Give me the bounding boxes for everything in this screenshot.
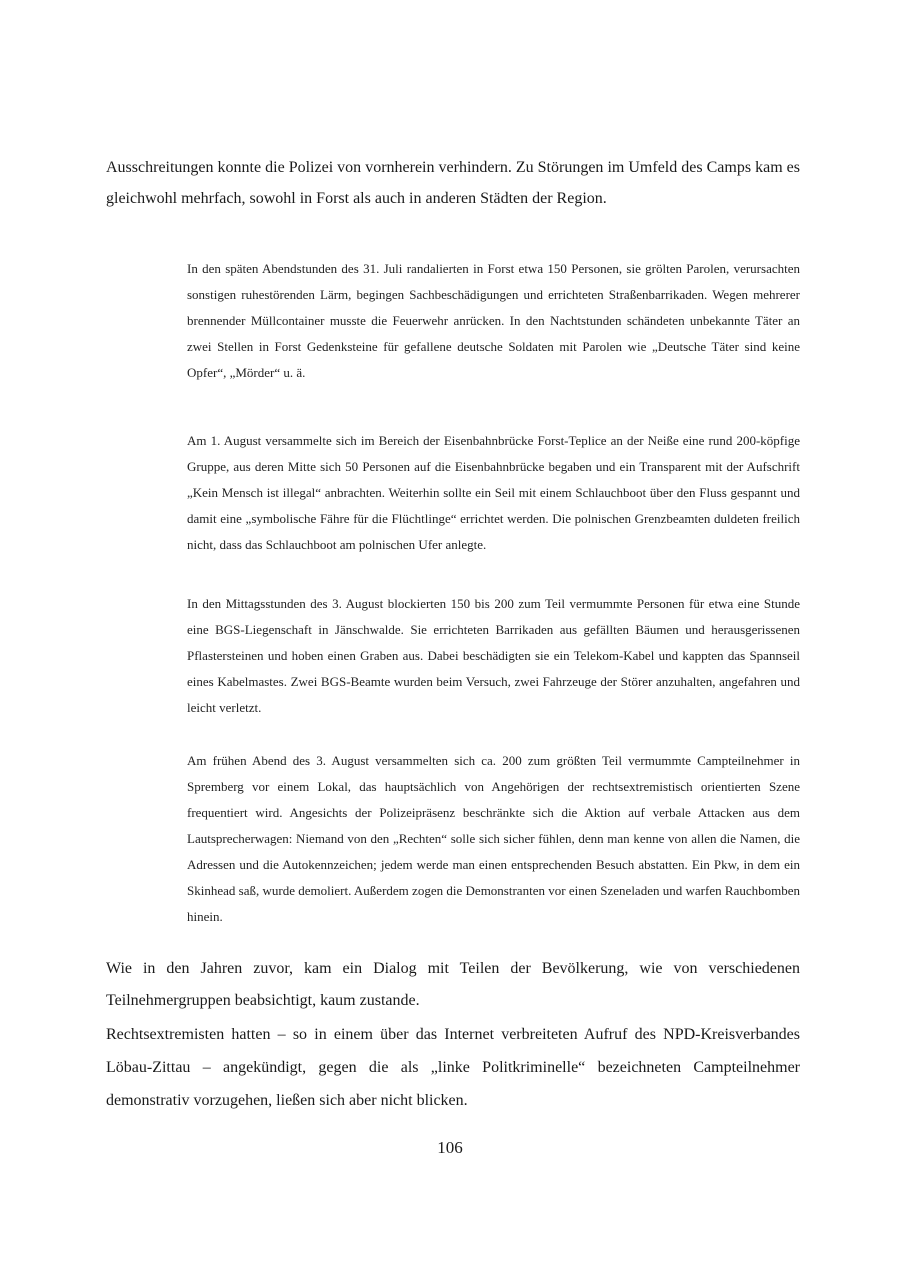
- paragraph-dialog: Wie in den Jahren zuvor, kam ein Dialog mit Teilen der Bevölkerung, wie von verschiedenen Teilnehmergruppen beabsichtigt, kaum zustande.: [106, 960, 800, 1009]
- paragraph-right-wing: Rechtsextremisten hatten – so in einem über das Internet verbreiteten Aufruf des NPD-Kreisverbandes Löbau-Zittau – angekündigt, gegen die als „linke Politkriminelle“ bezeichneten Campteilnehmer demonstrativ vorzugehen, ließen sich aber nicht blicken.: [106, 1026, 800, 1109]
- quote-paragraph-3-august-evening: Am frühen Abend des 3. August versammelten sich ca. 200 zum größten Teil vermummte Campteilnehmer in Spremberg vor einem Lokal, das hauptsächlich von Angehörigen der rechtsextremistisch orientierten Szene frequentiert wird. Angesichts der Polizeipräsenz beschränkte sich die Aktion auf verbale Attacken aus dem Lautsprecherwagen: Niemand von den „Rechten“ solle sich sicher fühlen, denn man kenne von allen die Namen, die Adressen und die Autokennzeichen; jedem werde man einen entsprechenden Besuch abstatten. Ein Pkw, in dem ein Skinhead saß, wurde demoliert. Außerdem zogen die Demonstranten vor einen Szeneladen und warfen Rauchbomben hinein.: [187, 753, 800, 924]
- page-number: 106: [437, 1138, 463, 1157]
- paragraph-intro: Ausschreitungen konnte die Polizei von vornherein verhindern. Zu Störungen im Umfeld des Camps kam es gleichwohl mehrfach, sowohl in Forst als auch in anderen Städten der Region.: [106, 159, 800, 207]
- quote-paragraph-3-august-midday: In den Mittagsstunden des 3. August blockierten 150 bis 200 zum Teil vermummte Personen für etwa eine Stunde eine BGS-Liegenschaft in Jänschwalde. Sie errichteten Barrikaden aus gefällten Bäumen und herausgerissenen Pflastersteinen und hoben einen Graben aus. Dabei beschädigten sie ein Telekom-Kabel und kappten das Spannseil eines Kabelmastes. Zwei BGS-Beamte wurden beim Versuch, zwei Fahrzeuge der Störer anzuhalten, angefahren und leicht verletzt.: [187, 596, 800, 715]
- quote-paragraph-31-july: In den späten Abendstunden des 31. Juli randalierten in Forst etwa 150 Personen, sie grölten Parolen, verursachten sonstigen ruhestörenden Lärm, begingen Sachbeschädigungen und errichteten Straßenbarrikaden. Wegen mehrerer brennender Müllcontainer musste die Feuerwehr anrücken. In den Nachtstunden schändeten unbekannte Täter an zwei Stellen in Forst Gedenksteine für gefallene deutsche Soldaten mit Parolen wie „Deutsche Täter sind keine Opfer“, „Mörder“ u. ä.: [187, 261, 800, 380]
- quote-paragraph-1-august: Am 1. August versammelte sich im Bereich der Eisenbahnbrücke Forst-Teplice an der Neiße eine rund 200-köpfige Gruppe, aus deren Mitte sich 50 Personen auf die Eisenbahnbrücke begaben und ein Transparent mit der Aufschrift „Kein Mensch ist illegal“ anbrachten. Weiterhin sollte ein Seil mit einem Schlauchboot über den Fluss gespannt und damit eine „symbolische Fähre für die Flüchtlinge“ errichtet werden. Die polnischen Grenzbeamten duldeten freilich nicht, dass das Schlauchboot am polnischen Ufer anlegte.: [187, 433, 800, 552]
